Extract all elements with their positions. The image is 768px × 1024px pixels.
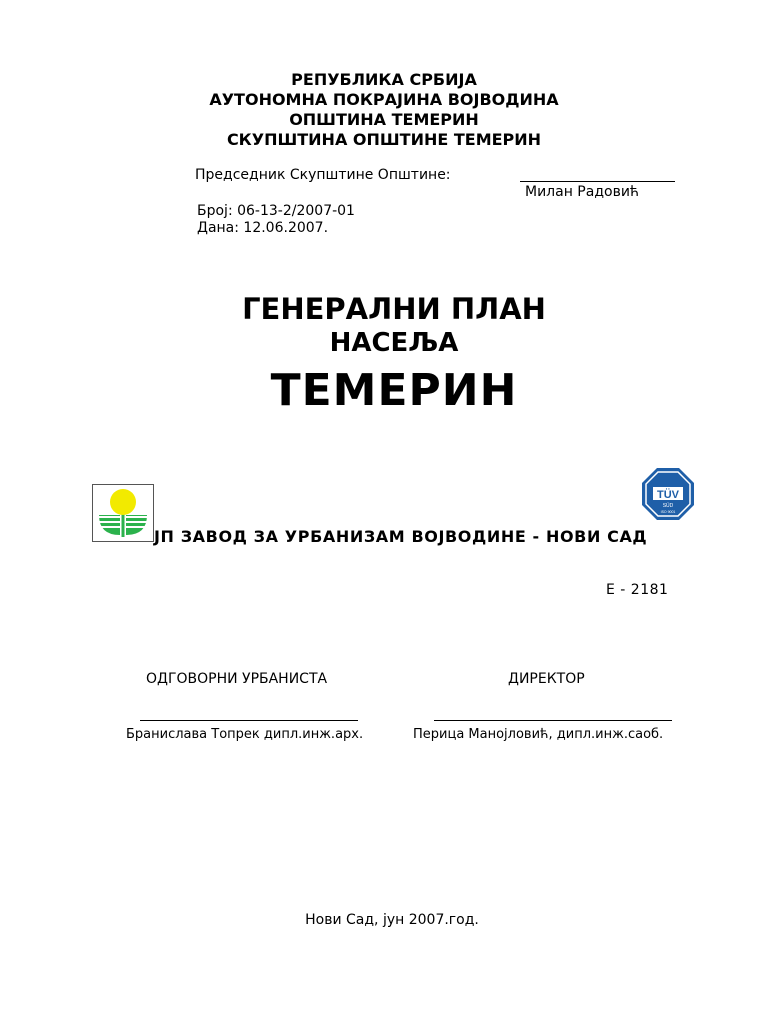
president-signature-line — [520, 181, 675, 182]
tuv-logo-subtext: SÜD — [662, 503, 674, 509]
president-name: Милан Радовић — [525, 184, 640, 200]
place-and-date: Нови Сад, јун 2007.год. — [305, 912, 479, 928]
header-municipality: ОПШТИНА ТЕМЕРИН — [289, 110, 479, 129]
planner-name: Бранислава Топрек дипл.инж.арх. — [126, 727, 364, 742]
president-label: Председник Скупштине Општине: — [195, 167, 451, 183]
document-header — [0, 70, 768, 150]
responsible-planner-role: ОДГОВОРНИ УРБАНИСТА — [146, 671, 328, 687]
document-date: Дана: 12.06.2007. — [197, 220, 329, 236]
document-number: Број: 06-13-2/2007-01 — [197, 203, 355, 219]
header-republic: РЕПУБЛИКА СРБИЈА — [291, 70, 477, 89]
header-assembly: СКУПШТИНА ОПШТИНЕ ТЕМЕРИН — [226, 130, 542, 149]
title-temerin: ТЕМЕРИН — [270, 365, 518, 416]
header-province: АУТОНОМНА ПОКРАЈИНА ВОЈВОДИНА — [209, 90, 559, 109]
director-signature-line — [434, 720, 672, 721]
tuv-logo-text: TÜV — [657, 489, 679, 501]
tuv-logo-iso: ISO 9001 — [660, 510, 676, 514]
planner-signature-line — [140, 720, 358, 721]
director-role: ДИРЕКТОР — [508, 671, 585, 687]
tuv-certification-icon — [640, 466, 696, 522]
project-number: Е - 2181 — [606, 582, 669, 598]
title-general-plan: ГЕНЕРАЛНИ ПЛАН — [242, 292, 546, 326]
organization-name: ЈП ЗАВОД ЗА УРБАНИЗАМ ВОЈВОДИНЕ - НОВИ САД — [154, 527, 648, 546]
director-name: Перица Манојловић, дипл.инж.саоб. — [413, 727, 664, 742]
document-reference — [197, 203, 355, 237]
sun-plant-logo-icon — [92, 484, 154, 542]
title-settlement: НАСЕЉА — [329, 328, 459, 358]
